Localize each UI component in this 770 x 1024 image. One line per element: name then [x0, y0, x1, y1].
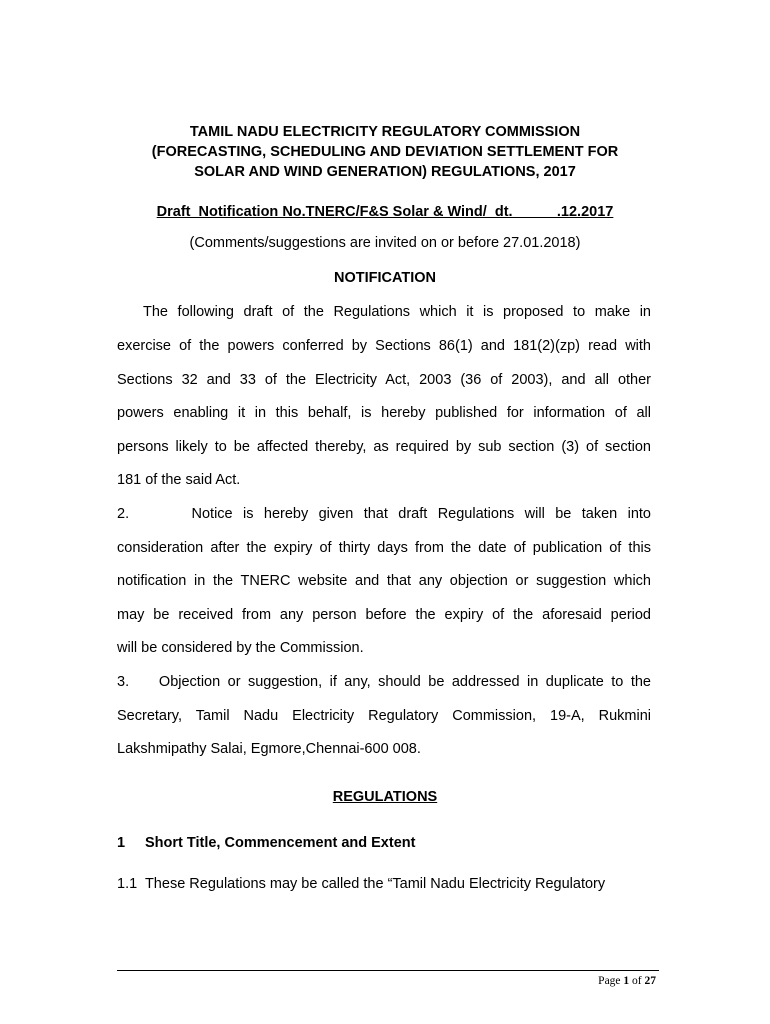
section-1-number: 1	[117, 835, 126, 851]
footer-rule	[117, 970, 659, 971]
page-label: Page	[598, 975, 621, 987]
paragraph-3-line: Secretary, Tamil Nadu Electricity Regulatory Commission, 19-A, Rukmini	[117, 708, 651, 724]
paragraph-1-line: powers enabling it in this behalf, is hereby published for information of all	[117, 405, 651, 421]
paragraph-2-line: 2. Notice is hereby given that draft Regulations will be taken into	[117, 506, 651, 522]
paragraph-2-line: will be considered by the Commission.	[117, 640, 364, 656]
document-title	[100, 122, 670, 182]
title-line-2: (FORECASTING, SCHEDULING AND DEVIATION SETTLEMENT FOR	[151, 144, 619, 160]
clause-1-1-text: 1.1 These Regulations may be called the “Tamil Nadu Electricity Regulatory	[117, 876, 606, 892]
paragraph-1-line: Sections 32 and 33 of the Electricity Act, 2003 (36 of 2003), and all other	[117, 372, 651, 388]
paragraph-2-line: notification in the TNERC website and that any objection or suggestion which	[117, 573, 651, 589]
page-number	[598, 975, 656, 987]
comments-invite-note: (Comments/suggestions are invited on or before 27.01.2018)	[189, 235, 581, 251]
paragraph-1-line: persons likely to be affected thereby, as required by sub section (3) of section	[117, 439, 651, 455]
regulations-heading: REGULATIONS	[332, 789, 438, 805]
section-1-title: Short Title, Commencement and Extent	[145, 835, 416, 851]
paragraph-3-line: 3. Objection or suggestion, if any, should be addressed in duplicate to the	[117, 674, 651, 690]
paragraph-2-line: consideration after the expiry of thirty days from the date of publication of this	[117, 540, 651, 556]
paragraph-1-line: exercise of the powers conferred by Sections 86(1) and 181(2)(zp) read with	[117, 338, 651, 354]
page-current: 1	[623, 975, 630, 987]
paragraph-3-line: Lakshmipathy Salai, Egmore,Chennai-600 008.	[117, 741, 421, 757]
section-1-heading	[117, 835, 415, 851]
paragraph-1-line: The following draft of the Regulations which it is proposed to make in	[143, 304, 651, 320]
paragraph-1-line: 181 of the said Act.	[117, 472, 241, 488]
page-total: 27	[644, 975, 656, 987]
paragraph-2-line: may be received from any person before the expiry of the aforesaid period	[117, 607, 651, 623]
page-of: of	[632, 975, 642, 987]
draft-notification-number: Draft Notification No.TNERC/F&S Solar & Wind/ dt. .12.2017	[156, 204, 614, 220]
notification-heading: NOTIFICATION	[333, 270, 437, 286]
title-line-1: TAMIL NADU ELECTRICITY REGULATORY COMMISSION	[189, 124, 581, 140]
title-line-3: SOLAR AND WIND GENERATION) REGULATIONS, 2017	[194, 164, 576, 180]
